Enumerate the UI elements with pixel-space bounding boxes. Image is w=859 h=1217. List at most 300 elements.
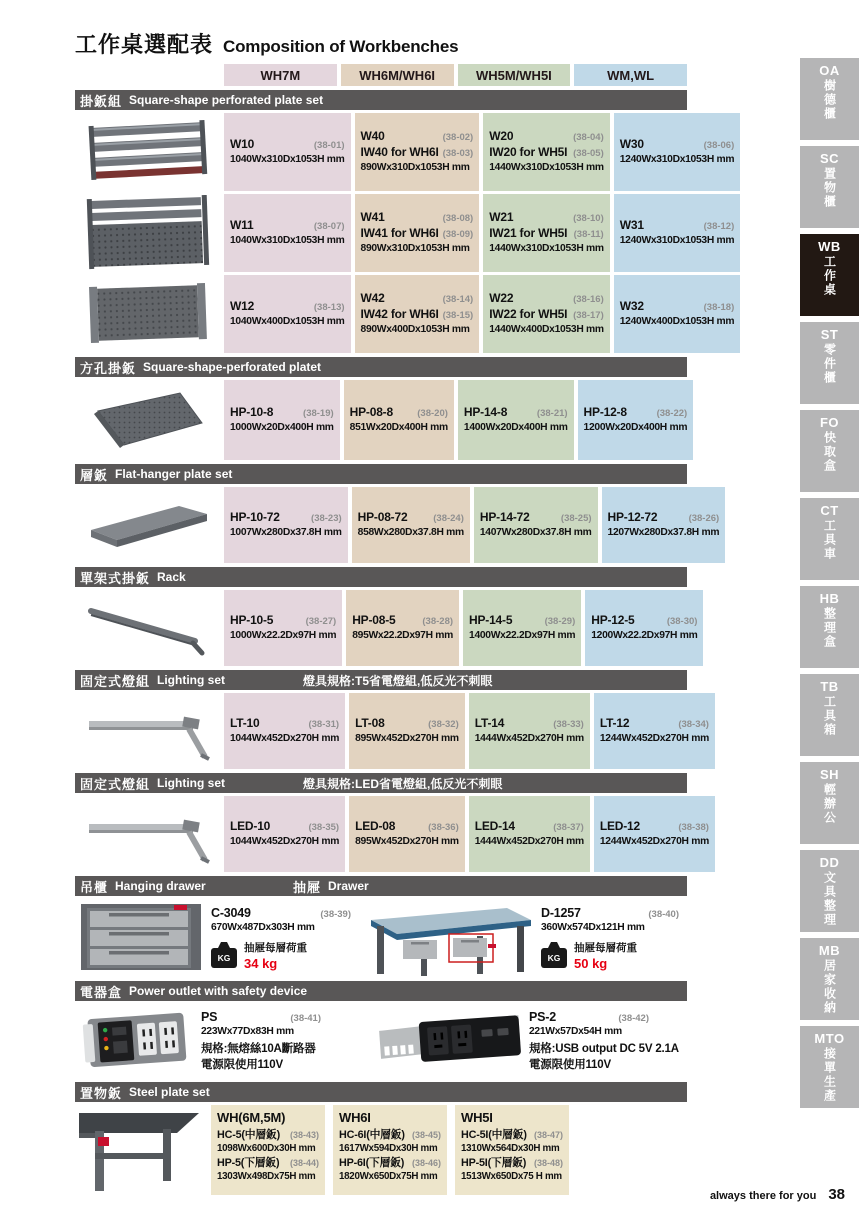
sidebar-tab-ct[interactable]: [800, 498, 859, 580]
product-image-hanging-cabinet: [75, 902, 207, 974]
sidebar-tab-mb[interactable]: [800, 938, 859, 1020]
section-bar-rack: [75, 567, 687, 587]
section-rows: [75, 113, 735, 353]
page-title-zh: 工作桌選配表: [75, 32, 214, 57]
section-rows: [75, 796, 709, 872]
product-cell: [594, 796, 715, 872]
product-cell: [224, 275, 351, 353]
product-ref: (38-24): [433, 513, 464, 525]
product-dim: 851Wx20Dx400H mm: [349, 421, 448, 433]
load-label: 抽屜每層荷重: [574, 942, 637, 955]
footer: [710, 1186, 845, 1203]
product-code: HP-6I(下層鈑): [339, 1157, 405, 1170]
section-title-en: Square-shape perforated plate set: [129, 93, 324, 107]
product-code: HP-12-72: [607, 510, 658, 525]
sidebar-tab-label: 整理盒: [822, 607, 837, 649]
product-ref: (38-31): [308, 719, 340, 731]
steel-group: [455, 1105, 569, 1195]
product-code: HP-10-8: [230, 405, 274, 420]
product-ref: (38-48): [533, 1158, 563, 1169]
power-outlet-content: [75, 1004, 687, 1078]
product-code: W11: [230, 218, 254, 233]
product-ref: (38-12): [703, 221, 735, 233]
section-title-zh: 固定式燈組: [80, 776, 151, 792]
sidebar-tab-hb[interactable]: [800, 586, 859, 668]
product-ref: (38-02): [442, 132, 474, 144]
product-ref: (38-18): [703, 302, 735, 314]
product-info: [207, 905, 355, 971]
sidebar-tab-sh[interactable]: [800, 762, 859, 844]
section-bar-flat-hanger-plate: [75, 464, 687, 484]
load-info: [574, 940, 637, 971]
product-image-workbench-drawer: [355, 900, 537, 976]
product-code: LED-10: [230, 819, 271, 834]
product-dim: 1207Wx280Dx37.8H mm: [607, 526, 720, 538]
product-code: HP-5I(下層鈑): [461, 1157, 527, 1170]
section-bar-lighting-t5: [75, 670, 687, 690]
product-cell: [349, 693, 465, 769]
product-code: HP-14-8: [463, 405, 508, 420]
load-value: 34 kg: [244, 956, 278, 972]
hanging-drawer-content: [75, 899, 687, 977]
section-title2-zh: 抽屜: [293, 879, 322, 895]
product-cell: [458, 380, 574, 460]
product-image-light-arm: [75, 693, 220, 769]
section-bar-power-outlet: [75, 981, 687, 1001]
product-image-panel: [75, 275, 220, 353]
section-title-en: Lighting set: [157, 776, 226, 790]
product-dim: 1617Wx594Dx30H mm: [339, 1142, 438, 1154]
product-dim: 895Wx452Dx270H mm: [355, 732, 459, 744]
product-code: IW41 for WH6I: [360, 226, 439, 241]
product-code: LED-14: [474, 819, 515, 834]
column-header: WH7M: [224, 64, 337, 86]
product-code: HP-08-8: [349, 405, 393, 420]
steel-group: [211, 1105, 325, 1195]
product-cell: [224, 380, 340, 460]
product-dim: 1044Wx452Dx270H mm: [230, 835, 340, 847]
product-dim: 670Wx487Dx303H mm: [211, 922, 315, 934]
product-dim: 1310Wx564Dx30H mm: [461, 1142, 560, 1154]
product-cell: [483, 275, 610, 353]
product-ref: (38-36): [428, 822, 459, 834]
product-dim: 1200Wx22.2Dx97H mm: [591, 629, 698, 641]
sidebar-tab-sc[interactable]: [800, 146, 859, 228]
product-dim: 1098Wx600Dx30H mm: [217, 1142, 316, 1154]
product-row: [75, 693, 709, 769]
section-rows: [75, 590, 698, 666]
section-title-en: Lighting set: [157, 673, 226, 687]
sidebar-tab-code: OA: [819, 63, 840, 78]
sidebar-tab-code: WB: [818, 239, 841, 254]
product-cell: [474, 487, 598, 563]
load-value: 50 kg: [574, 956, 608, 972]
sidebar-tab-code: HB: [819, 591, 840, 606]
sidebar-tab-label: 樹德櫃: [822, 79, 837, 121]
product-code: LT-10: [230, 716, 260, 731]
product-code: C-3049: [211, 905, 251, 920]
product-cell: [355, 194, 480, 272]
section-rows: [75, 487, 720, 563]
product-dim: 1000Wx20Dx400H mm: [230, 421, 334, 433]
product-code: W30: [619, 137, 644, 152]
product-cell: [614, 275, 741, 353]
product-code: HP-08-72: [357, 510, 408, 525]
column-header: WH5M/WH5I: [458, 64, 571, 86]
product-code: HP-10-72: [230, 510, 280, 525]
product-code: IW21 for WH5I: [489, 226, 568, 241]
product-dim: 1440Wx400Dx1053H mm: [489, 323, 604, 335]
product-cell: [469, 693, 590, 769]
product-image-outlet-ps: [75, 1008, 197, 1074]
product-code: W10: [230, 137, 255, 152]
section-title-en: Hanging drawer: [115, 879, 206, 893]
section-bar-perforated-plate: [75, 357, 687, 377]
product-code: HP-08-5: [352, 613, 396, 628]
section-title-zh: 置物鈑: [80, 1085, 123, 1101]
section-note: 燈具規格:LED省電燈組,低反光不刺眼: [303, 776, 503, 791]
product-dim: 1040Wx310Dx1053H mm: [230, 153, 345, 165]
steel-group-header: WH(6M,5M): [217, 1110, 286, 1125]
sidebar-tab-label: 工作桌: [822, 255, 837, 297]
product-dim: 895Wx452Dx270H mm: [355, 835, 459, 847]
product-dim: 223Wx77Dx83H mm: [201, 1026, 294, 1038]
product-code: HC-5(中層鈑): [217, 1129, 280, 1141]
product-spec: 電源限使用110V: [529, 1058, 611, 1071]
product-ref: (38-32): [428, 719, 459, 731]
product-ref: (38-29): [544, 616, 576, 628]
product-ref: (38-41): [290, 1012, 321, 1024]
sidebar-tab-label: 置物櫃: [822, 167, 837, 209]
sidebar: [800, 58, 859, 1114]
product-image-light-arm2: [75, 796, 220, 872]
sidebar-tab-dd[interactable]: [800, 850, 859, 932]
product-cell: [224, 796, 345, 872]
kg-weight-icon: KG: [211, 948, 237, 968]
product-spec: 規格:無熔絲10A斷路器: [201, 1043, 316, 1056]
product-image-outlet-ps2: [375, 1012, 525, 1070]
product-ref: (38-46): [411, 1158, 441, 1169]
sidebar-tab-code: CT: [820, 503, 839, 518]
product-cell: [614, 113, 741, 191]
steel-group: [333, 1105, 447, 1195]
sidebar-tab-label: 輕辦公: [822, 783, 837, 825]
product-code: HC-6I(中層鈑): [339, 1129, 405, 1141]
product-code: D-1257: [541, 905, 581, 920]
product-code: HP-14-5: [469, 613, 513, 628]
product-cell: [224, 113, 351, 191]
section-note: 燈具規格:T5省電燈組,低反光不刺眼: [303, 673, 493, 688]
product-code: HC-5I(中層鈑): [461, 1129, 527, 1141]
product-ref: (38-45): [411, 1130, 441, 1140]
sidebar-tab-oa[interactable]: [800, 58, 859, 140]
sidebar-tab-code: TB: [820, 679, 839, 694]
product-row: [75, 590, 698, 666]
product-dim: 221Wx57Dx54H mm: [529, 1026, 622, 1038]
product-dim: 1407Wx280Dx37.8H mm: [479, 526, 592, 538]
product-code: HP-14-72: [479, 510, 530, 525]
section-title-en: Square-shape-perforated platet: [143, 360, 322, 374]
product-cell: [469, 796, 590, 872]
product-cell: [344, 380, 454, 460]
product-info: [537, 905, 683, 971]
product-dim: 1040Wx310Dx1053H mm: [230, 234, 345, 246]
product-ref: (38-22): [656, 408, 688, 420]
product-info: [525, 1009, 687, 1073]
product-ref: (38-39): [320, 908, 351, 920]
product-cell: [355, 113, 480, 191]
main-content: [75, 28, 735, 1195]
product-ref: (38-23): [311, 513, 342, 525]
section-bar-steel-plate-set: [75, 1082, 687, 1102]
product-code: IW40 for WH6I: [360, 145, 439, 160]
section-rows: [75, 693, 709, 769]
product-code: W41: [360, 210, 385, 225]
sidebar-tab-label: 文具整理: [822, 871, 837, 927]
product-dim: 1007Wx280Dx37.8H mm: [230, 526, 342, 538]
product-ref: (38-19): [303, 408, 334, 420]
section-bar-hanging-drawer: [75, 876, 687, 896]
product-dim: 360Wx574Dx121H mm: [541, 922, 645, 934]
product-row: [75, 194, 735, 272]
section-title-en: Power outlet with safety device: [129, 984, 308, 998]
product-dim: 1513Wx650Dx75 H mm: [461, 1171, 562, 1183]
product-image-bench-corner: [75, 1105, 203, 1195]
product-cell: [578, 380, 694, 460]
product-ref: (38-28): [422, 616, 454, 628]
product-dim: 1244Wx452Dx270H mm: [599, 732, 709, 744]
sidebar-tab-code: SH: [819, 767, 840, 782]
section-title-zh: 單架式掛鈑: [80, 570, 151, 586]
product-image-rail: [75, 590, 220, 666]
product-code: LT-14: [474, 716, 505, 731]
sidebar-tab-code: FO: [819, 415, 840, 430]
kg-weight-icon: KG: [541, 948, 567, 968]
product-cell: [463, 590, 581, 666]
product-ref: (38-04): [573, 132, 604, 144]
section-title-en: Rack: [157, 570, 186, 584]
product-dim: 1444Wx452Dx270H mm: [474, 732, 584, 744]
product-row: [75, 113, 735, 191]
product-ref: (38-20): [417, 408, 448, 420]
sidebar-tab-code: SC: [819, 151, 840, 166]
sidebar-tab-mto[interactable]: [800, 1026, 859, 1108]
steel-group-header: WH6I: [339, 1110, 371, 1125]
product-code: LED-08: [355, 819, 396, 834]
product-ref: (38-44): [289, 1158, 319, 1169]
product-ref: (38-34): [678, 719, 709, 731]
sidebar-tab-label: 零件櫃: [822, 343, 837, 385]
page-title: [75, 28, 687, 60]
product-image-rack-bars: [75, 113, 220, 191]
product-dim: 1200Wx20Dx400H mm: [583, 421, 688, 433]
product-dim: 1000Wx22.2Dx97H mm: [230, 629, 337, 641]
product-cell: [224, 590, 342, 666]
product-dim: 1303Wx498Dx75H mm: [217, 1171, 316, 1183]
column-header-spacer: [75, 64, 220, 86]
sidebar-tab-code: MB: [818, 943, 841, 958]
product-code: W31: [619, 218, 644, 233]
product-dim: 890Wx310Dx1053H mm: [360, 161, 470, 173]
section-bar-perforated-plate-set: [75, 90, 687, 110]
steel-group-header: WH5I: [461, 1110, 493, 1125]
product-cell: [349, 796, 465, 872]
product-ref: (38-27): [305, 616, 337, 628]
product-dim: 858Wx280Dx37.8H mm: [357, 526, 464, 538]
product-code: IW20 for WH5I: [489, 145, 568, 160]
sidebar-tab-label: 快取盒: [822, 431, 837, 473]
product-cell: [585, 590, 703, 666]
section-title-zh: 吊櫃: [80, 879, 109, 895]
product-ref: (38-05): [573, 148, 604, 160]
footer-tagline: always there for you: [709, 1190, 817, 1202]
sidebar-tab-wb[interactable]: [800, 234, 859, 316]
product-row: [75, 487, 720, 563]
product-ref: (38-43): [289, 1130, 319, 1140]
product-code: HP-12-5: [591, 613, 635, 628]
product-ref: (38-47): [533, 1130, 563, 1140]
page-title-en: Composition of Workbenches: [223, 37, 459, 56]
product-dim: 1240Wx310Dx1053H mm: [619, 153, 735, 165]
sidebar-tab-code: MTO: [814, 1031, 845, 1046]
product-dim: 1044Wx452Dx270H mm: [230, 732, 340, 744]
product-dim: 895Wx22.2Dx97H mm: [352, 629, 454, 641]
sidebar-tab-code: ST: [820, 327, 839, 342]
product-cell: [483, 113, 610, 191]
product-ref: (38-10): [573, 213, 604, 225]
product-code: HP-5(下層鈑): [217, 1157, 280, 1170]
section-title-zh: 層鈑: [80, 467, 109, 483]
section-title-zh: 方孔掛鈑: [80, 360, 137, 376]
product-spec: 規格:USB output DC 5V 2.1A: [529, 1043, 679, 1056]
product-ref: (38-17): [573, 310, 604, 322]
product-ref: (38-30): [666, 616, 698, 628]
product-ref: (38-03): [442, 148, 474, 160]
product-dim: 1440Wx310Dx1053H mm: [489, 242, 604, 254]
product-dim: 1440Wx310Dx1053H mm: [489, 161, 604, 173]
column-header: WM,WL: [574, 64, 687, 86]
page-number: 38: [828, 1186, 845, 1203]
product-ref: (38-25): [560, 513, 592, 525]
product-code: LED-12: [599, 819, 640, 834]
product-code: W20: [489, 129, 514, 144]
product-code: HP-12-8: [583, 405, 627, 420]
product-cell: [346, 590, 459, 666]
product-code: PS: [201, 1009, 218, 1024]
product-cell: [224, 487, 348, 563]
product-cell: [594, 693, 715, 769]
product-row: [75, 275, 735, 353]
product-code: LT-08: [355, 716, 385, 731]
product-cell: [352, 487, 470, 563]
section-rows: [75, 380, 687, 460]
product-row: [75, 796, 709, 872]
product-spec: 電源限使用110V: [201, 1058, 283, 1071]
product-ref: (38-06): [703, 140, 735, 152]
column-header: WH6M/WH6I: [341, 64, 454, 86]
product-code: W40: [360, 129, 385, 144]
product-ref: (38-09): [442, 229, 474, 241]
section-title-zh: 電器盒: [80, 984, 123, 1000]
product-code: IW22 for WH5I: [489, 307, 568, 322]
product-dim: 1240Wx400Dx1053H mm: [619, 315, 735, 327]
sidebar-tab-tb[interactable]: [800, 674, 859, 756]
product-ref: (38-15): [442, 310, 474, 322]
product-dim: 890Wx310Dx1053H mm: [360, 242, 470, 254]
product-cell: [483, 194, 610, 272]
product-code: W21: [489, 210, 514, 225]
product-cell: [224, 693, 345, 769]
product-image-rack-panel: [75, 194, 220, 272]
sidebar-tab-label: 居家收納: [822, 959, 837, 1015]
product-ref: (38-21): [536, 408, 568, 420]
sidebar-tab-label: 接單生產: [822, 1047, 837, 1103]
product-info: [197, 1009, 375, 1073]
product-ref: (38-01): [313, 140, 345, 152]
load-info: [244, 940, 307, 971]
product-ref: (38-37): [553, 822, 584, 834]
product-dim: 1040Wx400Dx1053H mm: [230, 315, 345, 327]
sidebar-tab-st[interactable]: [800, 322, 859, 404]
product-image-perf-plate: [75, 380, 220, 460]
product-ref: (38-26): [688, 513, 720, 525]
product-ref: (38-07): [313, 221, 345, 233]
sidebar-tab-code: DD: [819, 855, 840, 870]
product-ref: (38-08): [442, 213, 474, 225]
product-code: W42: [360, 291, 385, 306]
product-dim: 1444Wx452Dx270H mm: [474, 835, 584, 847]
sidebar-tab-fo[interactable]: [800, 410, 859, 492]
product-code: W32: [619, 299, 644, 314]
product-code: IW42 for WH6I: [360, 307, 439, 322]
product-cell: [614, 194, 741, 272]
product-ref: (38-40): [648, 908, 679, 920]
product-dim: 1400Wx20Dx400H mm: [463, 421, 568, 433]
steel-plate-content: [75, 1105, 687, 1195]
product-cell: [355, 275, 480, 353]
product-ref: (38-11): [573, 229, 604, 241]
product-dim: 1820Wx650Dx75H mm: [339, 1171, 438, 1183]
column-headers: [75, 64, 687, 86]
section-title-zh: 掛鈑組: [80, 93, 123, 109]
product-ref: (38-14): [442, 294, 474, 306]
product-dim: 1244Wx452Dx270H mm: [599, 835, 709, 847]
product-code: LT-12: [599, 716, 630, 731]
product-code: HP-10-5: [230, 613, 274, 628]
product-dim: 1240Wx310Dx1053H mm: [619, 234, 735, 246]
section-title-drawer: [293, 877, 369, 896]
product-ref: (38-35): [308, 822, 340, 834]
product-cell: [224, 194, 351, 272]
product-dim: 890Wx400Dx1053H mm: [360, 323, 470, 335]
product-code: W22: [489, 291, 514, 306]
product-ref: (38-16): [573, 294, 604, 306]
product-ref: (38-42): [618, 1012, 649, 1024]
load-label: 抽屜每層荷重: [244, 942, 307, 955]
product-ref: (38-38): [678, 822, 709, 834]
product-ref: (38-13): [313, 302, 345, 314]
section-title-zh: 固定式燈組: [80, 673, 151, 689]
product-code: PS-2: [529, 1009, 556, 1024]
product-dim: 1400Wx22.2Dx97H mm: [469, 629, 576, 641]
sidebar-tab-label: 工具箱: [822, 695, 837, 737]
section-title2-en: Drawer: [328, 879, 369, 893]
section-bar-lighting-led: [75, 773, 687, 793]
product-cell: [602, 487, 726, 563]
product-code: W12: [230, 299, 255, 314]
section-title-en: Flat-hanger plate set: [115, 467, 233, 481]
product-image-shelf: [75, 487, 220, 563]
